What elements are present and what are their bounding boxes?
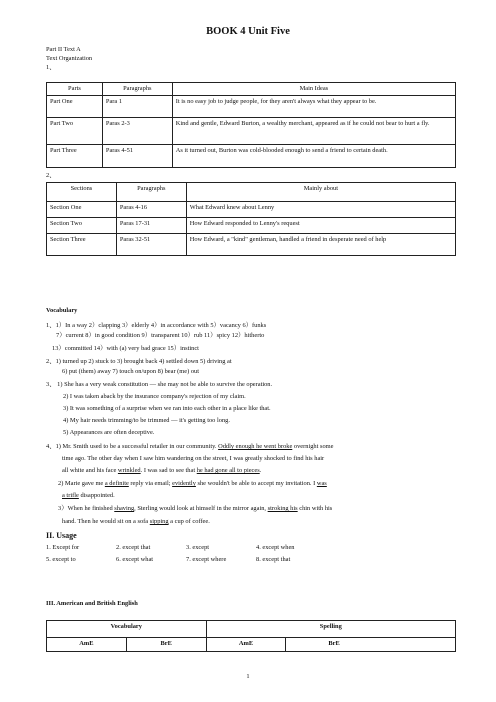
vocab-line: 5) Appearances are often deceptive.: [63, 429, 155, 436]
text: all white and his face: [62, 467, 118, 474]
text: .: [259, 467, 262, 474]
header-cell: AmE: [206, 638, 286, 652]
ambr-heading: III. American and British English: [46, 600, 138, 607]
text: she wouldn't be able to accept my invitation. I: [195, 480, 317, 487]
table-header: [47, 183, 456, 202]
vocab-line: 7）current 8）in good condition 9）transparent 10）rub 11）spicy 12）hitherto: [56, 332, 265, 339]
header-cell: Vocabulary: [47, 621, 207, 638]
table2-number: 2、: [46, 172, 56, 179]
underlined-phrase: he had gone all to pieces: [196, 467, 260, 474]
table-cell: Paras 17-31: [116, 218, 186, 234]
table-cell: How Edward responded to Lenny's request: [186, 218, 455, 234]
table-row: [47, 117, 456, 144]
vocab-line: 4) My hair needs trimming/to be trimmed — it's getting too long.: [63, 417, 230, 424]
text: overnight some: [292, 443, 334, 450]
text: disappointed.: [78, 492, 115, 499]
underlined-phrase: a trifle: [62, 492, 79, 499]
underlined-phrase: a definite: [104, 480, 129, 487]
table-cell: Section One: [47, 202, 117, 218]
table-subheader: [47, 638, 456, 652]
header-cell: Mainly about: [186, 183, 455, 202]
vocab-line: [58, 480, 468, 488]
vocab-line: [46, 443, 456, 451]
underlined-phrase: was: [316, 480, 327, 487]
usage-answer: 3. except: [186, 544, 210, 551]
usage-answer: 8. except that: [256, 556, 291, 563]
table-cell: Section Two: [47, 218, 117, 234]
usage-answer: 4. except when: [256, 544, 295, 551]
header-cell: Paragraphs: [102, 83, 172, 96]
text: 3）When he finished: [58, 505, 115, 512]
usage-answer: 7. except where: [186, 556, 227, 563]
header-cell: Paragraphs: [116, 183, 186, 202]
table-cell: It is no easy job to judge people, for they aren't always what they appear to be.: [172, 95, 455, 117]
vocab-line: 3、 1) She has a very weak constitution — she may not be able to survive the operation.: [46, 381, 273, 388]
table-cell: How Edward, a "kind" gentleman, handled a friend in desperate need of help: [186, 234, 455, 256]
part-label: Part II Text A: [46, 46, 81, 53]
table-cell: As it turned out, Burton was cold-blooded enough to send a friend to certain death.: [172, 144, 455, 167]
table-cell: Part Two: [47, 117, 103, 144]
usage-answer: 5. except to: [46, 556, 76, 563]
text: a cup of coffee.: [168, 518, 210, 525]
vocab-line: 6) put (them) away 7) touch on/upon 8) bear (me) out: [62, 368, 200, 375]
underlined-phrase: stroking his: [267, 505, 298, 512]
header-cell: AmE: [47, 638, 127, 652]
underlined-phrase: wrinkled: [117, 467, 141, 474]
text: hand. Then he would sit on a sofa: [62, 518, 150, 525]
table-cell: Part One: [47, 95, 103, 117]
table-cell: What Edward knew about Lenny: [186, 202, 455, 218]
vocab-line: [58, 505, 468, 513]
header-cell: Sections: [47, 183, 117, 202]
vocab-line: [62, 518, 472, 526]
usage-heading: II. Usage: [46, 531, 77, 540]
vocab-line: 2、1) turned up 2) stuck to 3) brought back 4) settled down 5) driving at: [46, 358, 232, 365]
table-cell: Paras 4-51: [102, 144, 172, 167]
ambr-table: [46, 620, 456, 652]
text: chin with his: [297, 505, 333, 512]
text: 4、1) Mr. Smith used to be a successful retailer in our community.: [46, 443, 219, 450]
usage-answer: 6. except what: [116, 556, 154, 563]
page-title: BOOK 4 Unit Five: [206, 26, 290, 37]
underlined-phrase: shaving: [114, 505, 135, 512]
vocab-line: 2) I was taken aback by the insurance company's rejection of my claim.: [63, 393, 246, 400]
table-row: [47, 95, 456, 117]
table-cell: Paras 2-3: [102, 117, 172, 144]
table-cell: Kind and gentle, Edward Burton, a wealthy merchant, appeared as if he could not bear to hurt a fly.: [172, 117, 455, 144]
table-row: [47, 218, 456, 234]
header-cell: BrE: [126, 638, 206, 652]
organization-label: Text Organization: [46, 55, 93, 62]
table-cell: Section Three: [47, 234, 117, 256]
table-row: [47, 144, 456, 167]
underlined-phrase: evidently: [172, 480, 196, 487]
organization-table-1: [46, 82, 456, 168]
vocabulary-heading: Vocabulary: [46, 307, 78, 314]
header-cell: Main Ideas: [172, 83, 455, 96]
table-header: [47, 621, 456, 638]
table-cell: Paras 4-16: [116, 202, 186, 218]
page-number: 1: [246, 673, 250, 680]
table-cell: Para 1: [102, 95, 172, 117]
vocab-line: 13）committed 14）with (a) very bad grace 15）instinct: [52, 345, 199, 352]
underlined-phrase: sipping: [149, 518, 169, 525]
text: 2) Marie gave me: [58, 480, 105, 487]
table1-number: 1、: [46, 64, 56, 71]
vocab-line: time ago. The other day when I saw him wandering on the street, I was greatly shocked to find his hair: [62, 455, 325, 462]
table-cell: Part Three: [47, 144, 103, 167]
organization-table-2: [46, 182, 456, 256]
text: . I was sad to see that: [140, 467, 197, 474]
vocab-line: [62, 492, 472, 500]
table-row: [47, 234, 456, 256]
header-cell: Parts: [47, 83, 103, 96]
text: , Sterling would look at himself in the mirror again,: [134, 505, 268, 512]
underlined-phrase: Oddly enough he went broke: [218, 443, 293, 450]
vocab-line: 1、1）In a way 2）clapping 3）elderly 4）in accordance with 5）vacancy 6）funks: [46, 322, 267, 329]
table-cell: Paras 32-51: [116, 234, 186, 256]
table-row: [47, 202, 456, 218]
text: reply via email;: [128, 480, 173, 487]
vocab-line: 3) It was something of a surprise when we ran into each other in a place like that.: [63, 405, 271, 412]
header-cell: Spelling: [206, 621, 455, 638]
usage-answer: 1. Except for: [46, 544, 80, 551]
vocab-line: [62, 467, 472, 475]
table-header: [47, 83, 456, 96]
header-cell: BrE: [286, 638, 456, 652]
usage-answer: 2. except that: [116, 544, 151, 551]
